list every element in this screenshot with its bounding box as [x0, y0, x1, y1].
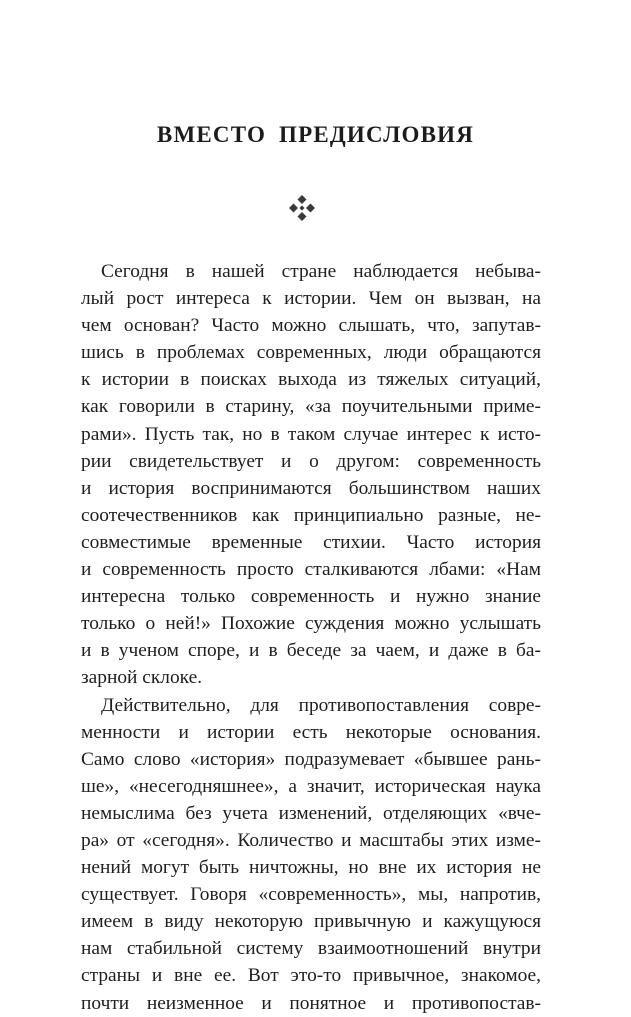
text-line: почти неизменное и понятное и противопостав- [81, 992, 541, 1014]
text-line: Сегодня в нашей стране наблюдается небыва- [101, 261, 541, 282]
text-line: нам стабильной систему взаимоотношений внутри [81, 938, 541, 960]
text-line: совместимые временные стихии. Часто история [81, 531, 541, 553]
text-line: соотечественников как принципиально разные, не- [81, 504, 541, 526]
text-line: рии свидетельствует и о другом: современность [81, 450, 541, 472]
text-line: Действительно, для противопоставления совре- [101, 694, 541, 716]
text-line: немыслима без учета изменений, отделяющих «вче- [81, 802, 541, 824]
text-line: к истории в поисках выхода из тяжелых ситуаций, [81, 369, 541, 391]
text-line: чем основан? Часто можно слышать, что, запутав- [81, 315, 541, 337]
text-line: рами». Пусть так, но в таком случае интерес к исто- [81, 423, 541, 445]
text-line: ра» от «сегодня». Количество и масштабы этих изме- [81, 829, 541, 851]
text-line: страны и вне ее. Вот это-то привычное, знакомое, [81, 965, 541, 987]
text-line: лый рост интереса к истории. Чем он вызван, на [81, 288, 541, 310]
text-line: менности и истории есть некоторые основания. [81, 721, 541, 743]
text-line: только о ней!» Похожие суждения можно услышать [81, 613, 541, 635]
body-text [81, 258, 541, 1017]
text-line: Само слово «история» подразумевает «бывшее рань- [81, 748, 541, 770]
text-line: зарной склоке. [81, 667, 203, 689]
text-line: как говорили в старину, «за поучительными приме- [81, 396, 541, 418]
text-line: нений могут быть ничтожны, но вне их история не [81, 857, 541, 879]
text-line: существует. Говоря «современность», мы, напротив, [81, 884, 541, 906]
text-line: имеем в виду некоторую привычную и кажущуюся [81, 911, 541, 933]
text-line: шись в проблемах современных, люди обращаются [81, 342, 541, 364]
text-line: и в ученом споре, и в беседе за чаем, и даже в ба- [81, 640, 541, 662]
chapter-title: ВМЕСТО ПРЕДИСЛОВИЯ [156, 122, 475, 147]
diamond-fleuron-icon [286, 192, 318, 224]
text-line: ше», «несегодняшнее», а значит, историческая наука [81, 775, 541, 797]
text-line: интересна только современность и нужно знание [81, 586, 541, 608]
text-line: и история воспринимаются большинством наших [81, 477, 541, 499]
text-line: и современность просто сталкиваются лбами: «Нам [81, 559, 541, 581]
